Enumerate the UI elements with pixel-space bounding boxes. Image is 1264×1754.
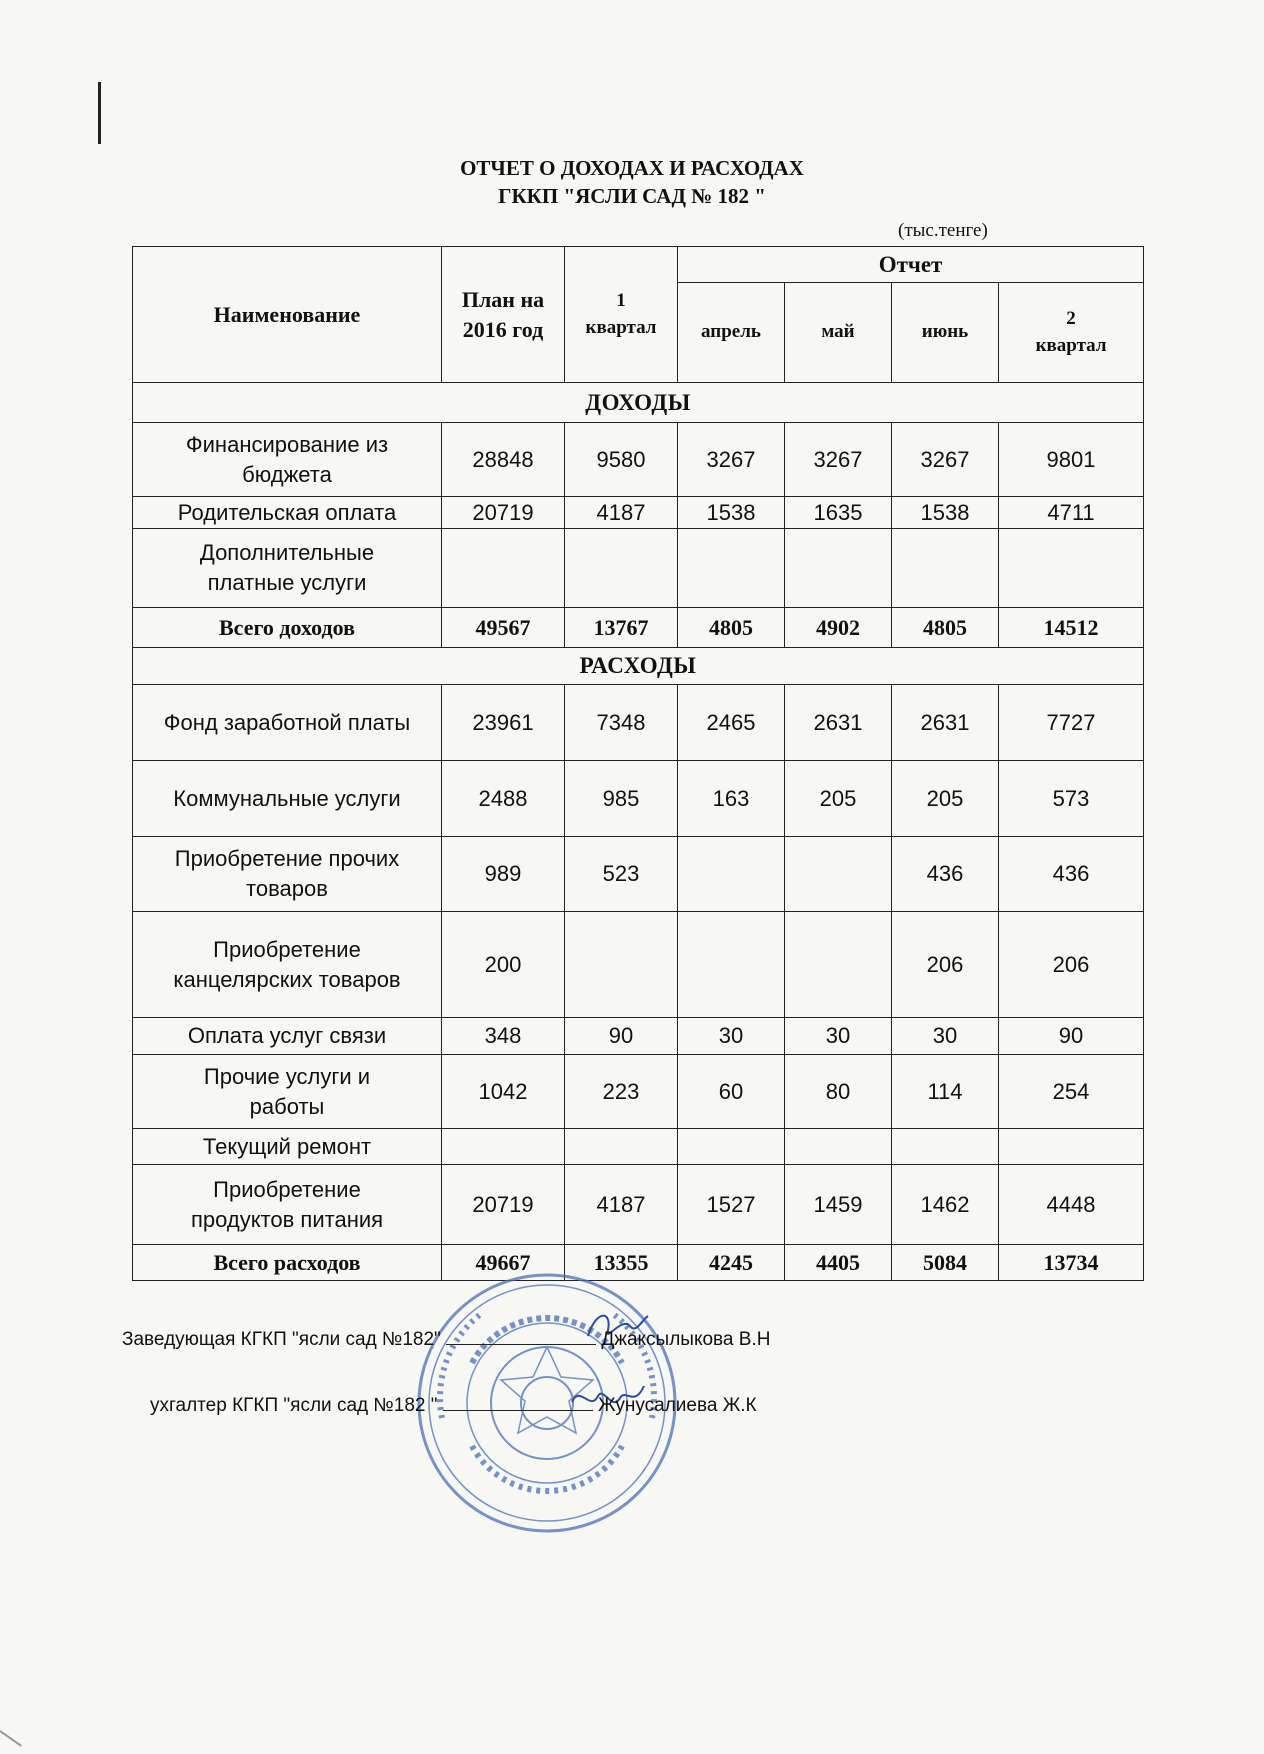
row-name-line1: Текущий ремонт bbox=[202, 1133, 372, 1159]
row-name bbox=[133, 837, 442, 912]
col-q2-header bbox=[999, 283, 1144, 383]
cell-q1 bbox=[565, 912, 678, 1018]
cell-april: 3267 bbox=[678, 423, 785, 497]
cell-april: 1538 bbox=[678, 497, 785, 529]
head-name: Джаксылыкова В.Н bbox=[601, 1329, 771, 1350]
head-label: Заведующая КГКП "ясли сад №182" bbox=[122, 1329, 441, 1350]
cell-may: 3267 bbox=[785, 423, 892, 497]
cell-april: 2465 bbox=[678, 685, 785, 761]
row-name-line2: продуктов питания bbox=[190, 1206, 384, 1232]
cell-plan: 1042 bbox=[442, 1055, 565, 1129]
col-q2-line2: квартал bbox=[1035, 334, 1107, 356]
col-name-header: Наименование bbox=[133, 247, 442, 383]
table-row bbox=[133, 1129, 1144, 1165]
row-name-line2: бюджета bbox=[242, 461, 332, 487]
cell-may: 1459 bbox=[785, 1165, 892, 1245]
cell-april bbox=[678, 912, 785, 1018]
col-q1-line2: квартал bbox=[585, 316, 657, 338]
cell-june: 436 bbox=[892, 837, 999, 912]
table-row bbox=[133, 837, 1144, 912]
row-name-line2: работы bbox=[249, 1093, 325, 1119]
organization-title: ГККП "ЯСЛИ САД № 182 " bbox=[498, 184, 766, 208]
cell-q2: 7727 bbox=[999, 685, 1144, 761]
scan-corner-mark bbox=[0, 1730, 22, 1747]
income-section-row bbox=[133, 383, 1144, 423]
accountant-signature-blank bbox=[443, 1392, 593, 1411]
scan-margin-mark bbox=[98, 82, 101, 144]
cell-q1: 223 bbox=[565, 1055, 678, 1129]
cell-q1: 523 bbox=[565, 837, 678, 912]
row-name-line1: Фонд заработной платы bbox=[163, 709, 411, 735]
cell-q1: 4187 bbox=[565, 497, 678, 529]
col-may-header: май bbox=[785, 283, 892, 383]
header-row-top bbox=[133, 247, 1144, 283]
row-name-line1: Коммунальные услуги bbox=[173, 785, 401, 811]
table-row bbox=[133, 761, 1144, 837]
cell-june: 1538 bbox=[892, 497, 999, 529]
cell-q2: 4448 bbox=[999, 1165, 1144, 1245]
cell-plan bbox=[442, 1129, 565, 1165]
table-row bbox=[133, 497, 1144, 529]
cell-q2: 436 bbox=[999, 837, 1144, 912]
cell-plan: 989 bbox=[442, 837, 565, 912]
row-name-line2: товаров bbox=[246, 876, 328, 901]
cell-q1 bbox=[565, 1129, 678, 1165]
table-row bbox=[133, 912, 1144, 1018]
table-row bbox=[133, 529, 1144, 608]
cell-plan: 20719 bbox=[442, 497, 565, 529]
total-q1: 13767 bbox=[565, 608, 678, 648]
total-may: 4902 bbox=[785, 608, 892, 648]
row-name-line1: Приобретение bbox=[213, 936, 361, 962]
row-name bbox=[133, 912, 442, 1018]
expenses-section-row bbox=[133, 648, 1144, 685]
row-name-line1: Прочие услуги и bbox=[203, 1063, 371, 1089]
head-signature-line bbox=[122, 1326, 770, 1351]
col-april-header: апрель bbox=[678, 283, 785, 383]
row-name-line1: Финансирование из bbox=[185, 431, 389, 457]
cell-plan: 2488 bbox=[442, 761, 565, 837]
row-name bbox=[133, 497, 442, 529]
cell-june: 3267 bbox=[892, 423, 999, 497]
cell-may: 1635 bbox=[785, 497, 892, 529]
cell-plan: 23961 bbox=[442, 685, 565, 761]
total-plan: 49667 bbox=[442, 1245, 565, 1281]
table-row bbox=[133, 1165, 1144, 1245]
cell-plan: 348 bbox=[442, 1018, 565, 1055]
total-june: 4805 bbox=[892, 608, 999, 648]
table-row bbox=[133, 1055, 1144, 1129]
cell-plan: 28848 bbox=[442, 423, 565, 497]
accountant-signature-line bbox=[150, 1392, 757, 1417]
income-expense-table bbox=[132, 246, 1144, 1281]
cell-may: 30 bbox=[785, 1018, 892, 1055]
col-june-header: июнь bbox=[892, 283, 999, 383]
total-april: 4245 bbox=[678, 1245, 785, 1281]
row-name bbox=[133, 1129, 442, 1165]
row-name-line1: Родительская оплата bbox=[177, 499, 397, 525]
table-row bbox=[133, 685, 1144, 761]
col-report-header: Отчет bbox=[678, 247, 1144, 283]
total-name: Всего доходов bbox=[133, 608, 442, 648]
cell-june: 206 bbox=[892, 912, 999, 1018]
cell-april bbox=[678, 1129, 785, 1165]
row-name bbox=[133, 1165, 442, 1245]
row-name bbox=[133, 761, 442, 837]
total-q2: 13734 bbox=[999, 1245, 1144, 1281]
cell-plan: 20719 bbox=[442, 1165, 565, 1245]
cell-q1: 7348 bbox=[565, 685, 678, 761]
cell-june: 205 bbox=[892, 761, 999, 837]
cell-april: 163 bbox=[678, 761, 785, 837]
total-name: Всего расходов bbox=[133, 1245, 442, 1281]
report-title: ОТЧЕТ О ДОХОДАХ И РАСХОДАХ bbox=[460, 156, 804, 180]
accountant-name: Жунусалиева Ж.К bbox=[598, 1395, 757, 1416]
total-may: 4405 bbox=[785, 1245, 892, 1281]
expenses-section-title: РАСХОДЫ bbox=[133, 648, 1144, 685]
cell-april bbox=[678, 529, 785, 608]
cell-may bbox=[785, 1129, 892, 1165]
col-q1-header bbox=[565, 247, 678, 383]
income-section-title: ДОХОДЫ bbox=[133, 383, 1144, 423]
cell-may: 2631 bbox=[785, 685, 892, 761]
row-name bbox=[133, 1018, 442, 1055]
cell-may: 80 bbox=[785, 1055, 892, 1129]
cell-june: 2631 bbox=[892, 685, 999, 761]
cell-q1: 4187 bbox=[565, 1165, 678, 1245]
cell-may bbox=[785, 837, 892, 912]
cell-q1 bbox=[565, 529, 678, 608]
units-label: (тыс.тенге) bbox=[898, 220, 988, 241]
col-plan-line1: План на bbox=[461, 286, 545, 312]
cell-june: 1462 bbox=[892, 1165, 999, 1245]
total-april: 4805 bbox=[678, 608, 785, 648]
table-row bbox=[133, 423, 1144, 497]
cell-q1: 90 bbox=[565, 1018, 678, 1055]
cell-june: 114 bbox=[892, 1055, 999, 1129]
row-name-line1: Приобретение bbox=[213, 1176, 361, 1202]
income-total-row bbox=[133, 608, 1144, 648]
cell-april: 60 bbox=[678, 1055, 785, 1129]
cell-may bbox=[785, 529, 892, 608]
cell-q2: 4711 bbox=[999, 497, 1144, 529]
total-plan: 49567 bbox=[442, 608, 565, 648]
cell-q2: 206 bbox=[999, 912, 1144, 1018]
col-q2-line1: 2 bbox=[1066, 307, 1076, 329]
cell-q2 bbox=[999, 1129, 1144, 1165]
total-q1: 13355 bbox=[565, 1245, 678, 1281]
row-name-line1: Дополнительные bbox=[199, 540, 375, 566]
row-name bbox=[133, 685, 442, 761]
cell-q2: 573 bbox=[999, 761, 1144, 837]
accountant-label: ухгалтер КГКП "ясли сад №182 " bbox=[150, 1395, 438, 1416]
col-plan-line2: 2016 год bbox=[462, 316, 544, 342]
cell-april bbox=[678, 837, 785, 912]
table-row bbox=[133, 1018, 1144, 1055]
cell-q1: 9580 bbox=[565, 423, 678, 497]
row-name bbox=[133, 423, 442, 497]
head-signature-blank bbox=[446, 1326, 596, 1345]
col-plan-header bbox=[442, 247, 565, 383]
cell-april: 30 bbox=[678, 1018, 785, 1055]
row-name bbox=[133, 1055, 442, 1129]
row-name-line2: канцелярских товаров bbox=[173, 966, 401, 992]
cell-may: 205 bbox=[785, 761, 892, 837]
cell-q2: 90 bbox=[999, 1018, 1144, 1055]
total-q2: 14512 bbox=[999, 608, 1144, 648]
row-name bbox=[133, 529, 442, 608]
cell-q2: 254 bbox=[999, 1055, 1144, 1129]
row-name-line1: Приобретение прочих bbox=[174, 846, 400, 872]
cell-plan bbox=[442, 529, 565, 608]
total-june: 5084 bbox=[892, 1245, 999, 1281]
col-q1-line1: 1 bbox=[616, 289, 626, 311]
cell-q2: 9801 bbox=[999, 423, 1144, 497]
row-name-line2: платные услуги bbox=[207, 570, 367, 595]
cell-june bbox=[892, 529, 999, 608]
cell-may bbox=[785, 912, 892, 1018]
cell-q2 bbox=[999, 529, 1144, 608]
row-name-line1: Оплата услуг связи bbox=[187, 1023, 387, 1049]
cell-june bbox=[892, 1129, 999, 1165]
cell-june: 30 bbox=[892, 1018, 999, 1055]
cell-plan: 200 bbox=[442, 912, 565, 1018]
cell-april: 1527 bbox=[678, 1165, 785, 1245]
cell-q1: 985 bbox=[565, 761, 678, 837]
